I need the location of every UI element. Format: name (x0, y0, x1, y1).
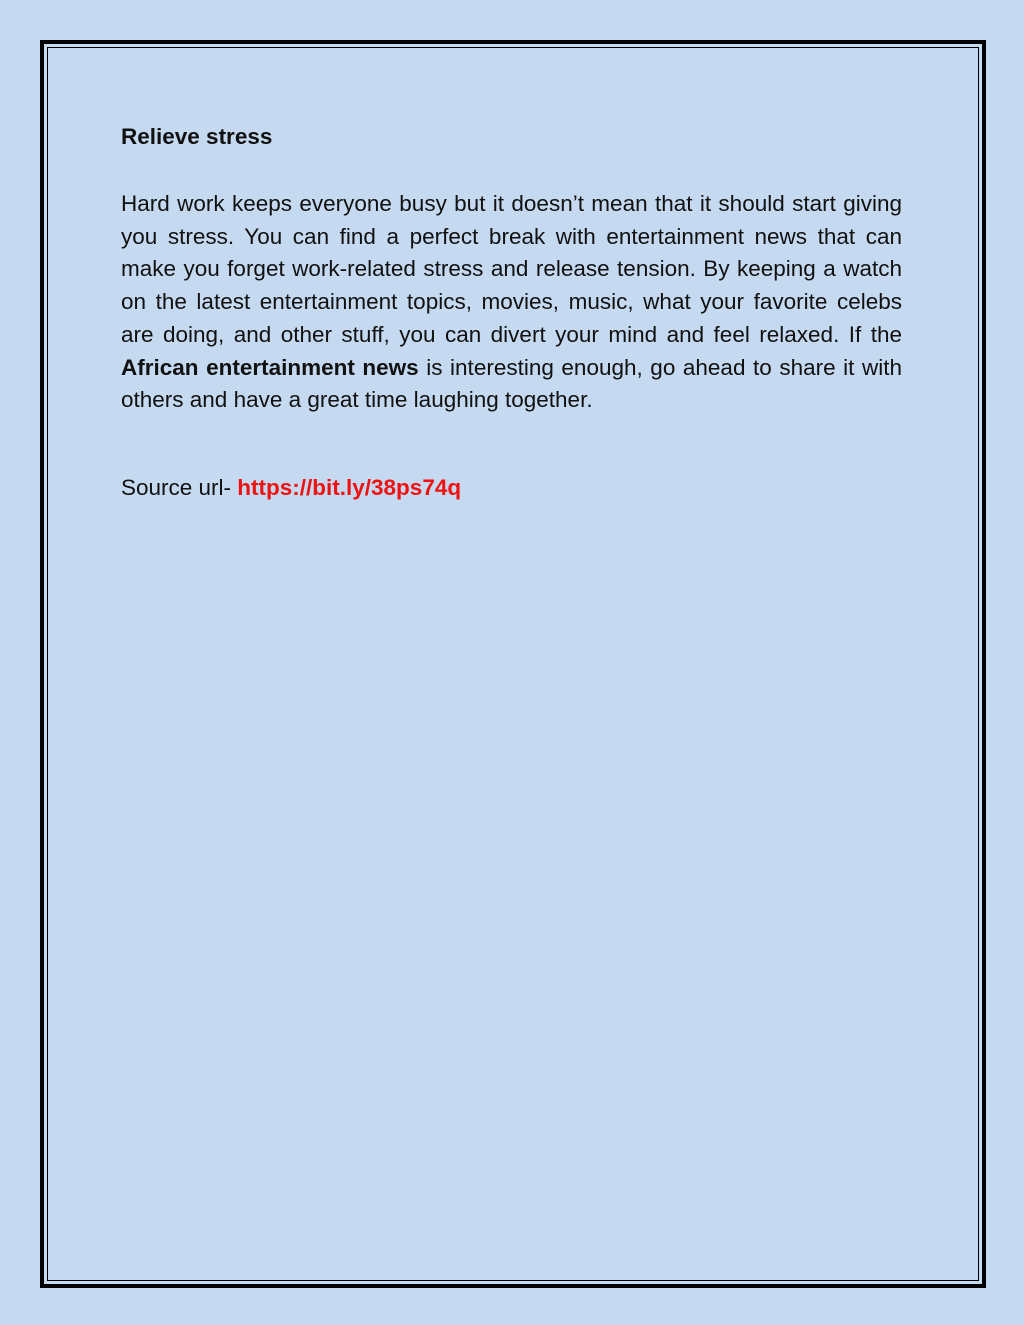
keyword-highlight: African entertainment news (121, 354, 419, 380)
source-label: Source url- (121, 474, 238, 500)
source-line (121, 472, 902, 505)
section-heading: Relieve stress (121, 124, 273, 149)
paragraph-text-before: Hard work keeps everyone busy but it doesn’t mean that it should start giving you stress. You can find a perfect break with entertainment news that can make you forget work-related stress and release tension. By keeping a watch on the latest entertainment topics, movies, music, what your favorite celebs are doing, and other stuff, you can divert your mind and feel relaxed. If the (121, 191, 902, 347)
document-content (121, 118, 902, 505)
source-url-link[interactable]: https://bit.ly/38ps74q (237, 474, 462, 500)
paragraph-text-after: is interesting enough, go ahead to share it with others and have a great time laughing together. (121, 354, 902, 413)
body-paragraph (121, 188, 902, 417)
